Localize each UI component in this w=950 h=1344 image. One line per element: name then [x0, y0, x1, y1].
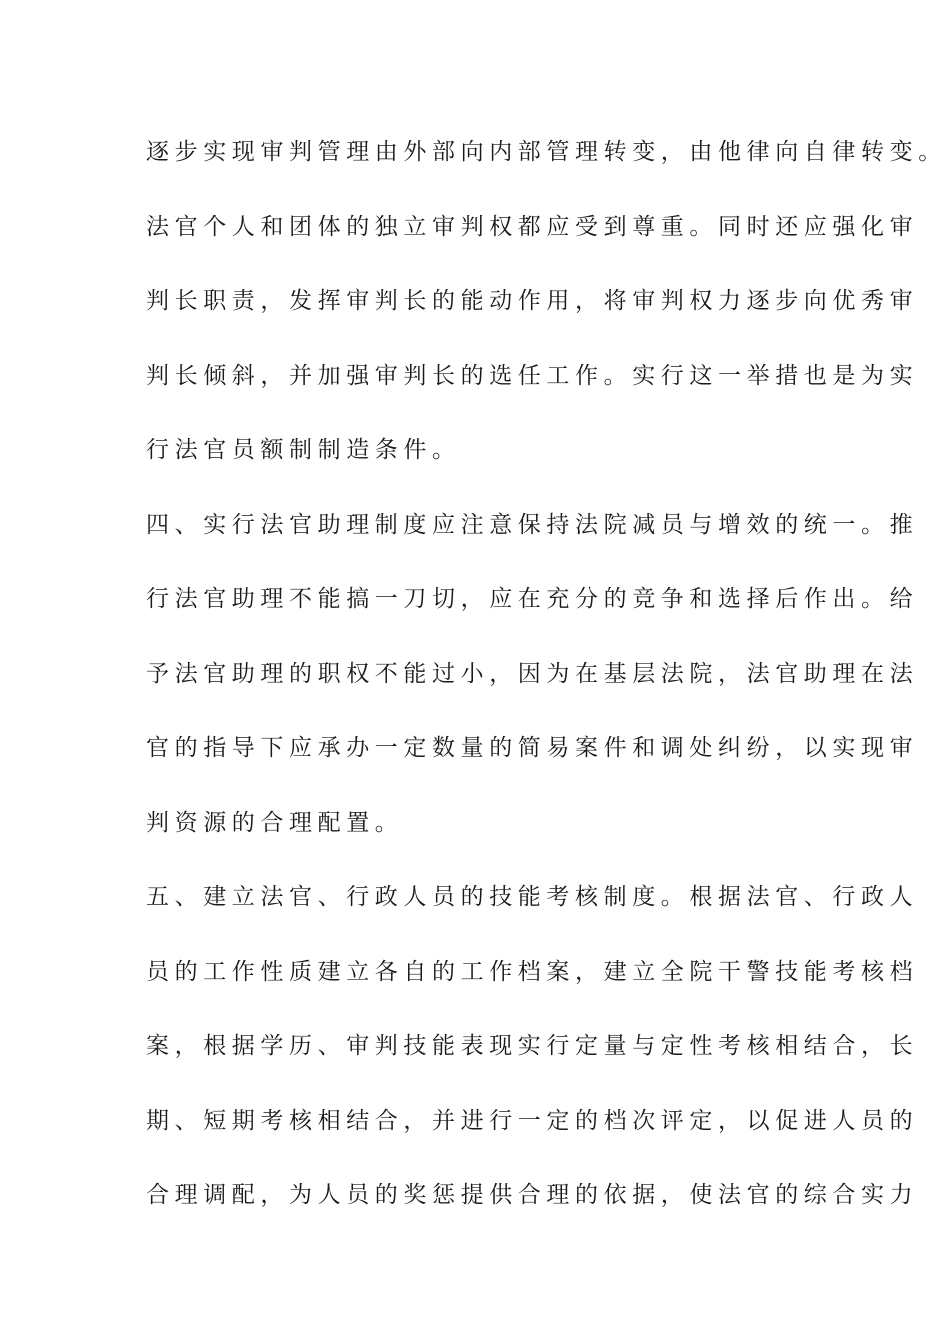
text-line: 判资源的合理配置。 [146, 809, 404, 836]
text-line: 判长倾斜，并加强审判长的选任工作。实行这一举措也是为实 [146, 362, 919, 389]
text-line: 行法官助理不能搞一刀切，应在充分的竞争和选择后作出。给 [146, 586, 919, 612]
text-line: 法官个人和团体的独立审判权都应受到尊重。同时还应强化审 [146, 213, 919, 240]
text-line: 合理调配，为人员的奖惩提供合理的依据，使法官的综合实力 [146, 1182, 919, 1208]
text-line: 案，根据学历、审判技能表现实行定量与定性考核相结合，长 [146, 1033, 919, 1059]
text-line: 予法官助理的职权不能过小，因为在基层法院，法官助理在法 [146, 660, 919, 687]
text-line: 期、短期考核相结合，并进行一定的档次评定，以促进人员的 [146, 1107, 919, 1134]
text-line: 判长职责，发挥审判长的能动作用，将审判权力逐步向优秀审 [146, 288, 919, 314]
document-body [146, 130, 947, 1248]
text-line: 四、实行法官助理制度应注意保持法院减员与增效的统一。推 [146, 511, 919, 538]
text-line: 五、建立法官、行政人员的技能考核制度。根据法官、行政人 [146, 884, 919, 910]
text-line: 逐步实现审判管理由外部向内部管理转变，由他律向自律转变。 [146, 139, 947, 165]
text-line: 员的工作性质建立各自的工作档案，建立全院干警技能考核档 [146, 958, 919, 985]
text-line: 行法官员额制制造条件。 [146, 437, 461, 463]
text-line: 官的指导下应承办一定数量的简易案件和调处纠纷，以实现审 [146, 735, 919, 761]
